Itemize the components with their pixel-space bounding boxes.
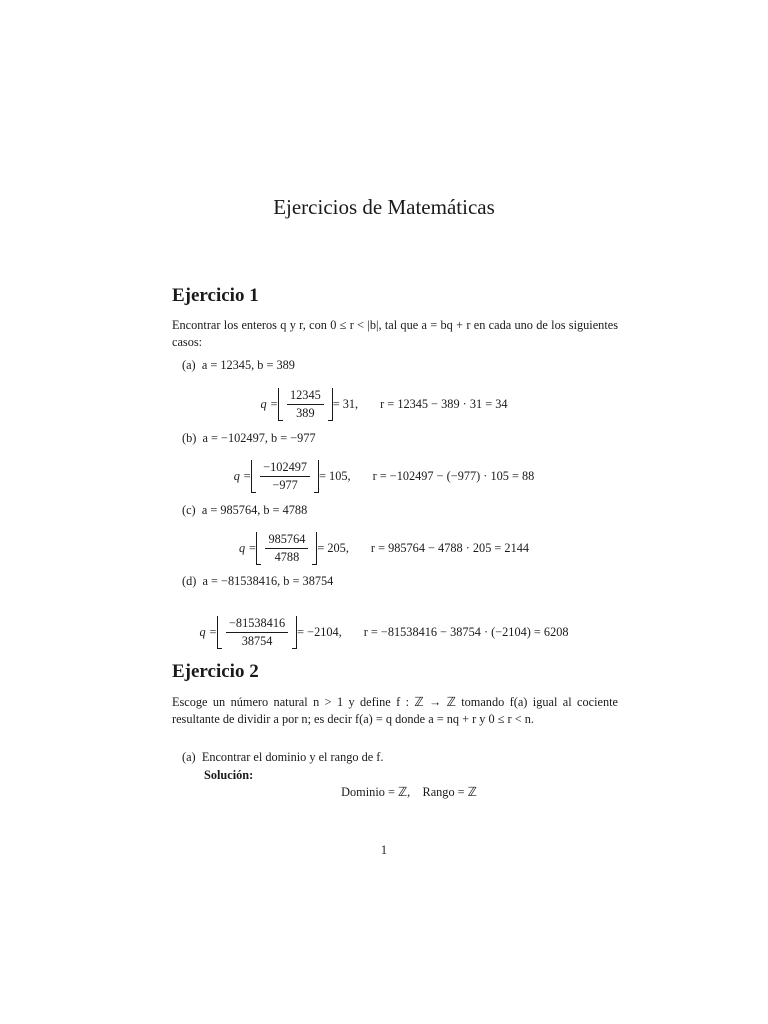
floor-brackets bbox=[251, 460, 319, 493]
item-statement: a = −81538416, b = 38754 bbox=[202, 574, 334, 588]
fraction bbox=[265, 532, 308, 565]
numerator: −81538416 bbox=[226, 616, 288, 633]
denominator: −977 bbox=[272, 477, 298, 492]
numerator: −102497 bbox=[260, 460, 310, 477]
exercise-1-item-b bbox=[182, 431, 316, 446]
exercise-2-heading: Ejercicio 2 bbox=[172, 661, 259, 682]
exercise-2-item-a bbox=[182, 750, 383, 765]
numerator: 12345 bbox=[287, 388, 324, 405]
item-label: (d) bbox=[182, 574, 197, 588]
q-rhs: = 105, bbox=[319, 468, 351, 483]
solution-equation bbox=[0, 783, 768, 801]
floor-brackets bbox=[217, 616, 297, 649]
item-label: (a) bbox=[182, 750, 196, 764]
solution-label: Solución: bbox=[204, 768, 254, 782]
exercise-1-equation-c bbox=[0, 532, 768, 564]
q-rhs: = 31, bbox=[332, 396, 359, 411]
q-lhs: q = bbox=[233, 468, 252, 483]
q-lhs: q = bbox=[199, 624, 217, 639]
fraction bbox=[226, 616, 288, 649]
r-equation: r = −81538416 − 38754 · (−2104) = 6208 bbox=[363, 624, 569, 639]
denominator: 38754 bbox=[241, 633, 273, 648]
q-rhs: = 205, bbox=[317, 540, 349, 555]
exercise-1-equation-a bbox=[0, 388, 768, 420]
denominator: 389 bbox=[296, 405, 315, 420]
item-statement: a = −102497, b = −977 bbox=[202, 431, 316, 445]
q-lhs: q = bbox=[260, 396, 278, 411]
q-rhs: = −2104, bbox=[297, 624, 342, 639]
item-label: (a) bbox=[182, 358, 196, 372]
fraction bbox=[260, 460, 310, 493]
document-title: Ejercicios de Matemáticas bbox=[273, 195, 495, 219]
exercise-1-intro: Encontrar los enteros q y r, con 0 ≤ r < |b|, tal que a = bq + r en cada uno de los siguientes casos: bbox=[172, 318, 618, 349]
exercise-1-equation-d bbox=[0, 616, 768, 648]
solution-text: Dominio = ℤ, Rango = ℤ bbox=[341, 784, 477, 799]
exercise-1-item-c bbox=[182, 503, 307, 518]
r-equation: r = 12345 − 389 · 31 = 34 bbox=[380, 396, 508, 411]
item-statement: a = 985764, b = 4788 bbox=[201, 503, 308, 517]
r-equation: r = −102497 − (−977) · 105 = 88 bbox=[372, 468, 535, 483]
exercise-1-heading: Ejercicio 1 bbox=[172, 285, 259, 306]
item-label: (c) bbox=[182, 503, 196, 517]
exercise-1-equation-b bbox=[0, 460, 768, 492]
q-lhs: q = bbox=[238, 540, 257, 555]
denominator: 4788 bbox=[274, 549, 300, 564]
item-statement: a = 12345, b = 389 bbox=[201, 358, 295, 372]
numerator: 985764 bbox=[265, 532, 308, 549]
exercise-1-item-a bbox=[182, 358, 295, 373]
floor-brackets bbox=[256, 532, 317, 565]
fraction bbox=[287, 388, 324, 421]
item-text: Encontrar el dominio y el rango de f. bbox=[201, 750, 384, 764]
floor-brackets bbox=[278, 388, 333, 421]
exercise-1-item-d bbox=[182, 574, 333, 589]
exercise-2-intro: Escoge un número natural n > 1 y define f : ℤ → ℤ tomando f(a) igual al cociente resultante de dividir a por n; es decir f(a) = q donde a = nq + r y 0 ≤ r < n. bbox=[172, 695, 618, 726]
page-number: 1 bbox=[380, 843, 388, 857]
item-label: (b) bbox=[182, 431, 197, 445]
r-equation: r = 985764 − 4788 · 205 = 2144 bbox=[370, 540, 530, 555]
